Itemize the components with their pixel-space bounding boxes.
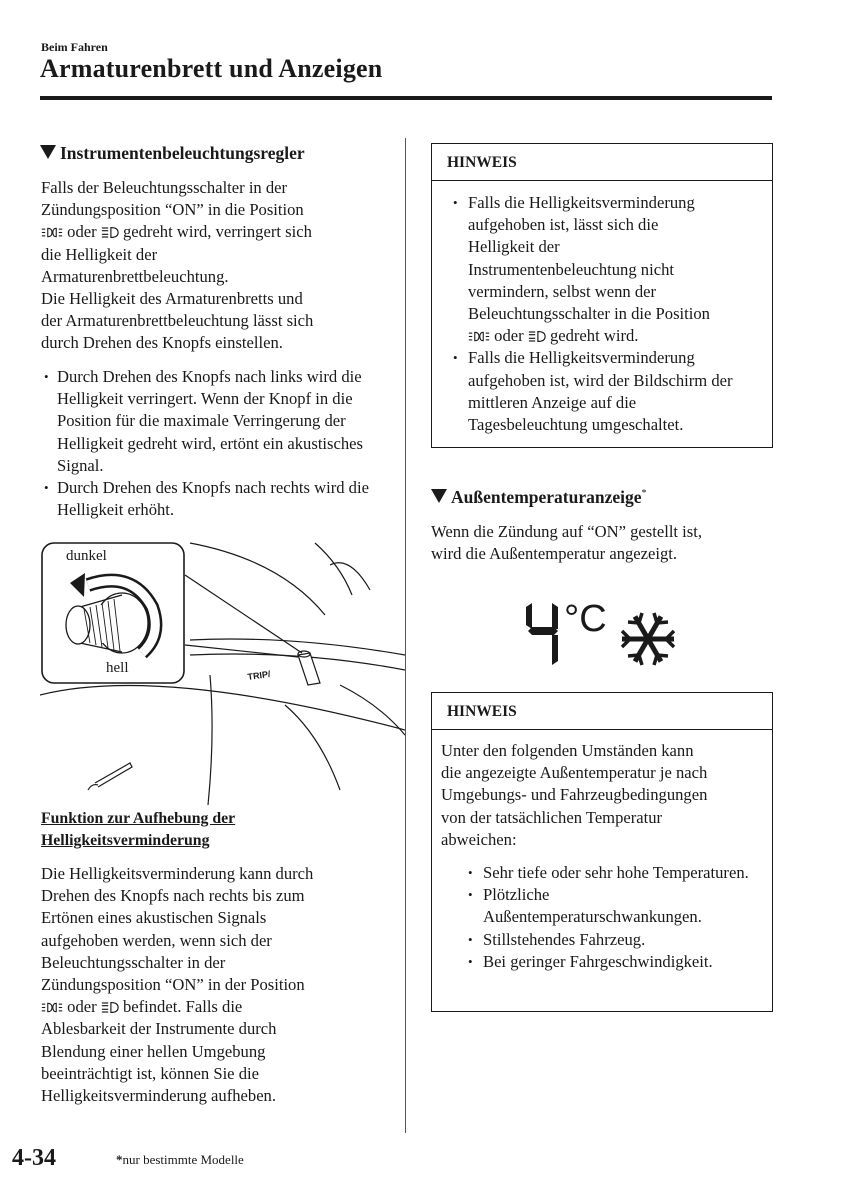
note-box-dimming xyxy=(431,143,773,448)
subheading-cancel-dimming: Funktion zur Aufhebung der Helligkeitsverminderung xyxy=(41,810,236,849)
page-title: Armaturenbrett und Anzeigen xyxy=(40,54,383,83)
note-bullet-list xyxy=(450,192,758,436)
intro-paragraph: Falls der Beleuchtungsschalter in der Zündungsposition “ON” in die Position oder gedreht wird, verringert sich die Helligkeit der Armaturenbrettbeleuchtung. Die Helligkeit des Armaturenbretts und der Armaturenbrettbeleuchtung lässt sich durch Drehen des Knopfs einstellen. xyxy=(41,178,314,353)
triangle-bullet-icon xyxy=(431,489,447,503)
parking-light-icon xyxy=(468,330,490,343)
snowflake-icon xyxy=(622,613,674,665)
segment-digit xyxy=(526,603,558,665)
note-bullet-list xyxy=(441,862,764,973)
instrument-lighting-heading: Instrumentenbeleuchtungsregler xyxy=(40,143,305,164)
list-item: • Stillstehendes Fahrzeug. xyxy=(465,929,764,951)
headlight-icon xyxy=(101,1001,119,1014)
list-item: • Durch Drehen des Knopfs nach rechts wird die Helligkeit erhöht. xyxy=(41,477,381,521)
list-item: • Falls die Helligkeitsverminderung aufgehoben ist, lässt sich die Helligkeit der Instrumentenbeleuchtung nicht vermindern, selbst wenn der Beleuchtungsschalter in die Position oder gedreht wird. xyxy=(450,192,758,347)
label-bright: hell xyxy=(106,660,129,676)
column-divider xyxy=(405,138,406,1133)
headlight-icon xyxy=(101,226,119,239)
note-box-temperature xyxy=(431,692,773,1012)
trip-label: TRIP/ xyxy=(246,668,272,682)
headlight-icon xyxy=(528,330,546,343)
note-title: HINWEIS xyxy=(432,693,772,730)
list-item: • Bei geringer Fahrgeschwindigkeit. xyxy=(465,951,764,973)
knob-bullet-list xyxy=(41,366,381,521)
note-paragraph: Unter den folgenden Umständen kann die angezeigte Außentemperatur je nach Umgebungs- und Fahrzeugbedingungen von der tatsächlichen Temperatur abweichen: xyxy=(441,741,708,849)
list-item: • Falls die Helligkeitsverminderung aufgehoben ist, wird der Bildschirm der mittleren Anzeige auf die Tagesbeleuchtung umgeschaltet. xyxy=(450,347,758,436)
triangle-bullet-icon xyxy=(40,145,56,159)
section-label: Beim Fahren xyxy=(41,40,108,54)
page-number: 4-34 xyxy=(12,1145,56,1171)
temperature-display xyxy=(520,595,685,675)
dimmer-knob-icon xyxy=(66,573,155,653)
cancel-dimming-paragraph: Die Helligkeitsverminderung kann durch Drehen des Knopfs nach rechts bis zum Ertönen eines akustischen Signals aufgehoben werden, wenn sich der Beleuchtungsschalter in der Zündungsposition “ON” in der Position oder befindet. Falls die Ablesbarkeit der Instrumente durch Blendung einer hellen Umgebung beeinträchtigt ist, können Sie die Helligkeitsverminderung aufheben. xyxy=(41,864,314,1106)
outside-temp-heading: Außentemperaturanzeige* xyxy=(431,487,647,508)
list-item: • Plötzliche Außentemperaturschwankungen. xyxy=(465,884,764,928)
temperature-unit: °C xyxy=(564,598,607,640)
title-rule xyxy=(40,96,772,100)
footnote: *nur bestimmte Modelle xyxy=(116,1152,244,1167)
parking-light-icon xyxy=(41,226,63,239)
list-item: • Sehr tiefe oder sehr hohe Temperaturen. xyxy=(465,862,764,884)
outside-temp-paragraph: Wenn die Zündung auf “ON” gestellt ist, wird die Außentemperatur angezeigt. xyxy=(431,522,703,564)
note-title: HINWEIS xyxy=(432,144,772,181)
list-item: • Durch Drehen des Knopfs nach links wird die Helligkeit verringert. Wenn der Knopf in die Position für die maximale Verringerung der Helligkeit gedreht wird, ertönt ein akustisches Signal. xyxy=(41,366,381,477)
label-dark: dunkel xyxy=(66,548,107,564)
dimmer-knob-illustration xyxy=(40,535,405,810)
parking-light-icon xyxy=(41,1001,63,1014)
